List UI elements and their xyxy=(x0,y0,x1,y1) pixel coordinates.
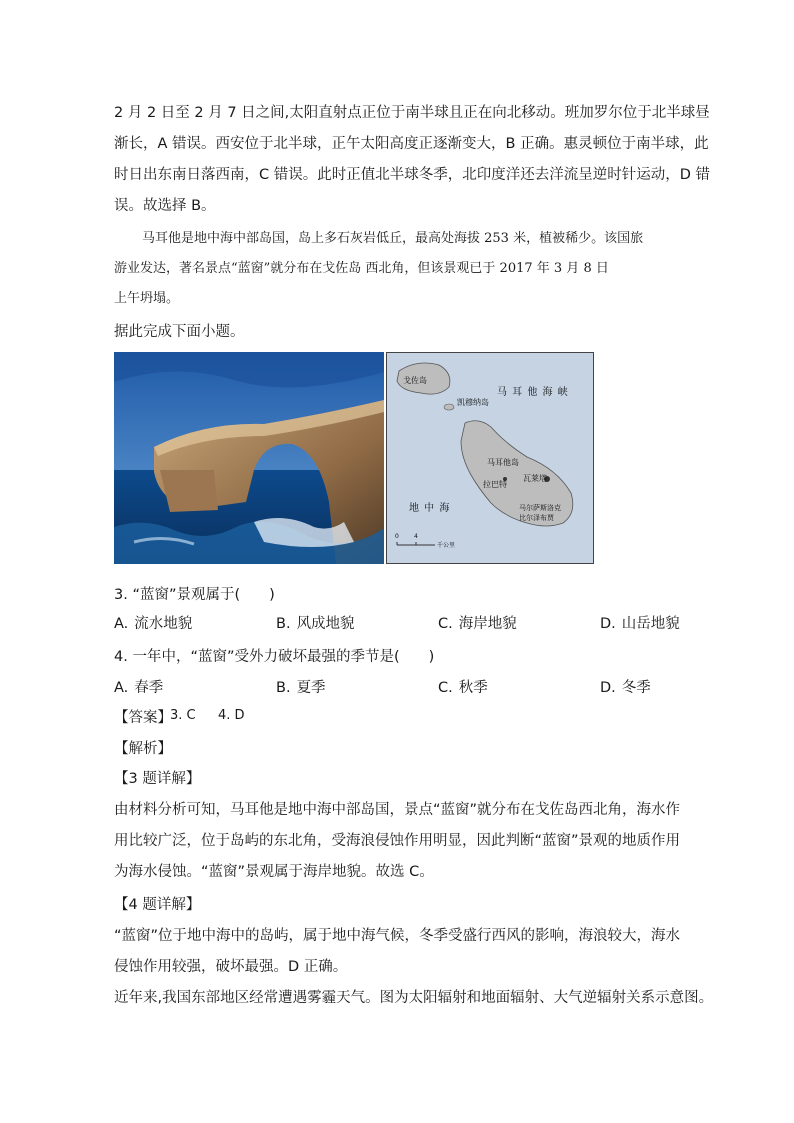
intro-line: 误。故选择 B。 xyxy=(114,198,216,214)
intro-line: 2 月 2 日至 2 月 7 日之间,太阳直射点正位于南半球且正在向北移动。班加罗尔位于北半球昼 xyxy=(114,105,710,121)
q3-detail-tag: 【3 题详解】 xyxy=(114,771,201,787)
intro-paragraph xyxy=(114,98,711,222)
comino-shape xyxy=(444,404,454,410)
option-d[interactable]: D. 冬季 xyxy=(600,680,651,696)
option-b[interactable]: B. 夏季 xyxy=(276,680,326,696)
answer-line xyxy=(114,706,172,727)
map-label-gozo: 戈佐岛 xyxy=(403,376,427,385)
map-scale-0: 0 xyxy=(395,533,399,540)
map-label-mediterranean: 地 中 海 xyxy=(409,503,451,514)
map-label-malta: 马耳他岛 xyxy=(487,458,519,467)
map-label-marsaxlokk: 马尔萨斯洛克 xyxy=(519,504,561,512)
explanation-line: 用比较广泛，位于岛屿的东北角，受海浪侵蚀作用明显，因此判断“蓝窗”景观的地质作用 xyxy=(114,833,681,849)
option-a[interactable]: A. 流水地貌 xyxy=(114,616,193,632)
material-line: 游业发达，著名景点“蓝窗”就分布在戈佐岛 西北角，但该景观已于 2017 年 3 月 8 日 xyxy=(114,261,609,276)
map-label-channel: 马 耳 他 海 峡 xyxy=(497,387,569,398)
option-a[interactable]: A. 春季 xyxy=(114,680,164,696)
map-scale-4: 4 xyxy=(414,533,418,540)
option-d[interactable]: D. 山岳地貌 xyxy=(600,616,680,632)
analysis-tag: 【解析】 xyxy=(114,741,172,757)
malta-map xyxy=(386,352,594,564)
map-scale-unit: 千公里 xyxy=(437,542,456,549)
map-label-valletta: 瓦莱塔 xyxy=(523,474,547,483)
prompt-text: 据此完成下面小题。 xyxy=(114,324,245,340)
explanation-line: 由材料分析可知，马耳他是地中海中部岛国，景点“蓝窗”就分布在戈佐岛西北角，海水作 xyxy=(114,802,681,818)
material-paragraph xyxy=(114,224,684,254)
q4-explanation xyxy=(114,921,684,983)
map-label-comino: 凯穆纳岛 xyxy=(457,398,489,407)
answer-3: 3. C xyxy=(170,708,196,723)
closing-paragraph xyxy=(114,983,714,1014)
question-4-options xyxy=(114,676,694,700)
intro-line: 时日出东南日落西南，C 错误。此时正值北半球冬季，北印度洋还去洋流呈逆时针运动，D 错 xyxy=(114,167,711,183)
option-b[interactable]: B. 风成地貌 xyxy=(276,616,355,632)
question-4-stem xyxy=(114,645,434,666)
material-paragraph-cont xyxy=(114,254,684,314)
q3-explanation xyxy=(114,795,684,888)
material-line: 马耳他是地中海中部岛国，岛上多石灰岩低丘，最高处海拔 253 米，植被稀少。该国旅 xyxy=(142,231,644,246)
explanation-line: “蓝窗”位于地中海中的岛屿，属于地中海气候，冬季受盛行西风的影响，海浪较大，海水 xyxy=(114,928,681,944)
explanation-line: 侵蚀作用较强，破坏最强。D 正确。 xyxy=(114,959,348,975)
question-text: “蓝窗”景观属于( ) xyxy=(132,587,275,603)
intro-line: 渐长，A 错误。西安位于北半球，正午太阳高度正逐渐变大，B 正确。惠灵顿位于南半球，此 xyxy=(114,136,709,152)
map-label-birzebbuga: 比尔泽布贾 xyxy=(519,514,554,522)
question-number: 4. xyxy=(114,649,128,665)
azure-window-photo xyxy=(114,352,384,564)
map-label-rabat: 拉巴特 xyxy=(483,480,507,489)
material-line: 上午坍塌。 xyxy=(114,291,180,306)
option-c[interactable]: C. 海岸地貌 xyxy=(438,616,517,632)
answer-tag: 【答案】 xyxy=(114,710,172,726)
explanation-line: 为海水侵蚀。“蓝窗”景观属于海岸地貌。故选 C。 xyxy=(114,864,434,880)
answer-4: 4. D xyxy=(218,708,245,723)
q4-detail-tag: 【4 题详解】 xyxy=(114,897,201,913)
question-text: 一年中，“蓝窗”受外力破坏最强的季节是( ) xyxy=(132,649,435,665)
question-number: 3. xyxy=(114,587,128,603)
question-3-options xyxy=(114,612,694,636)
closing-line: 近年来,我国东部地区经常遭遇雾霾天气。图为太阳辐射和地面辐射、大气逆辐射关系示意图。 xyxy=(114,990,714,1006)
option-c[interactable]: C. 秋季 xyxy=(438,680,488,696)
question-3-stem xyxy=(114,583,275,604)
